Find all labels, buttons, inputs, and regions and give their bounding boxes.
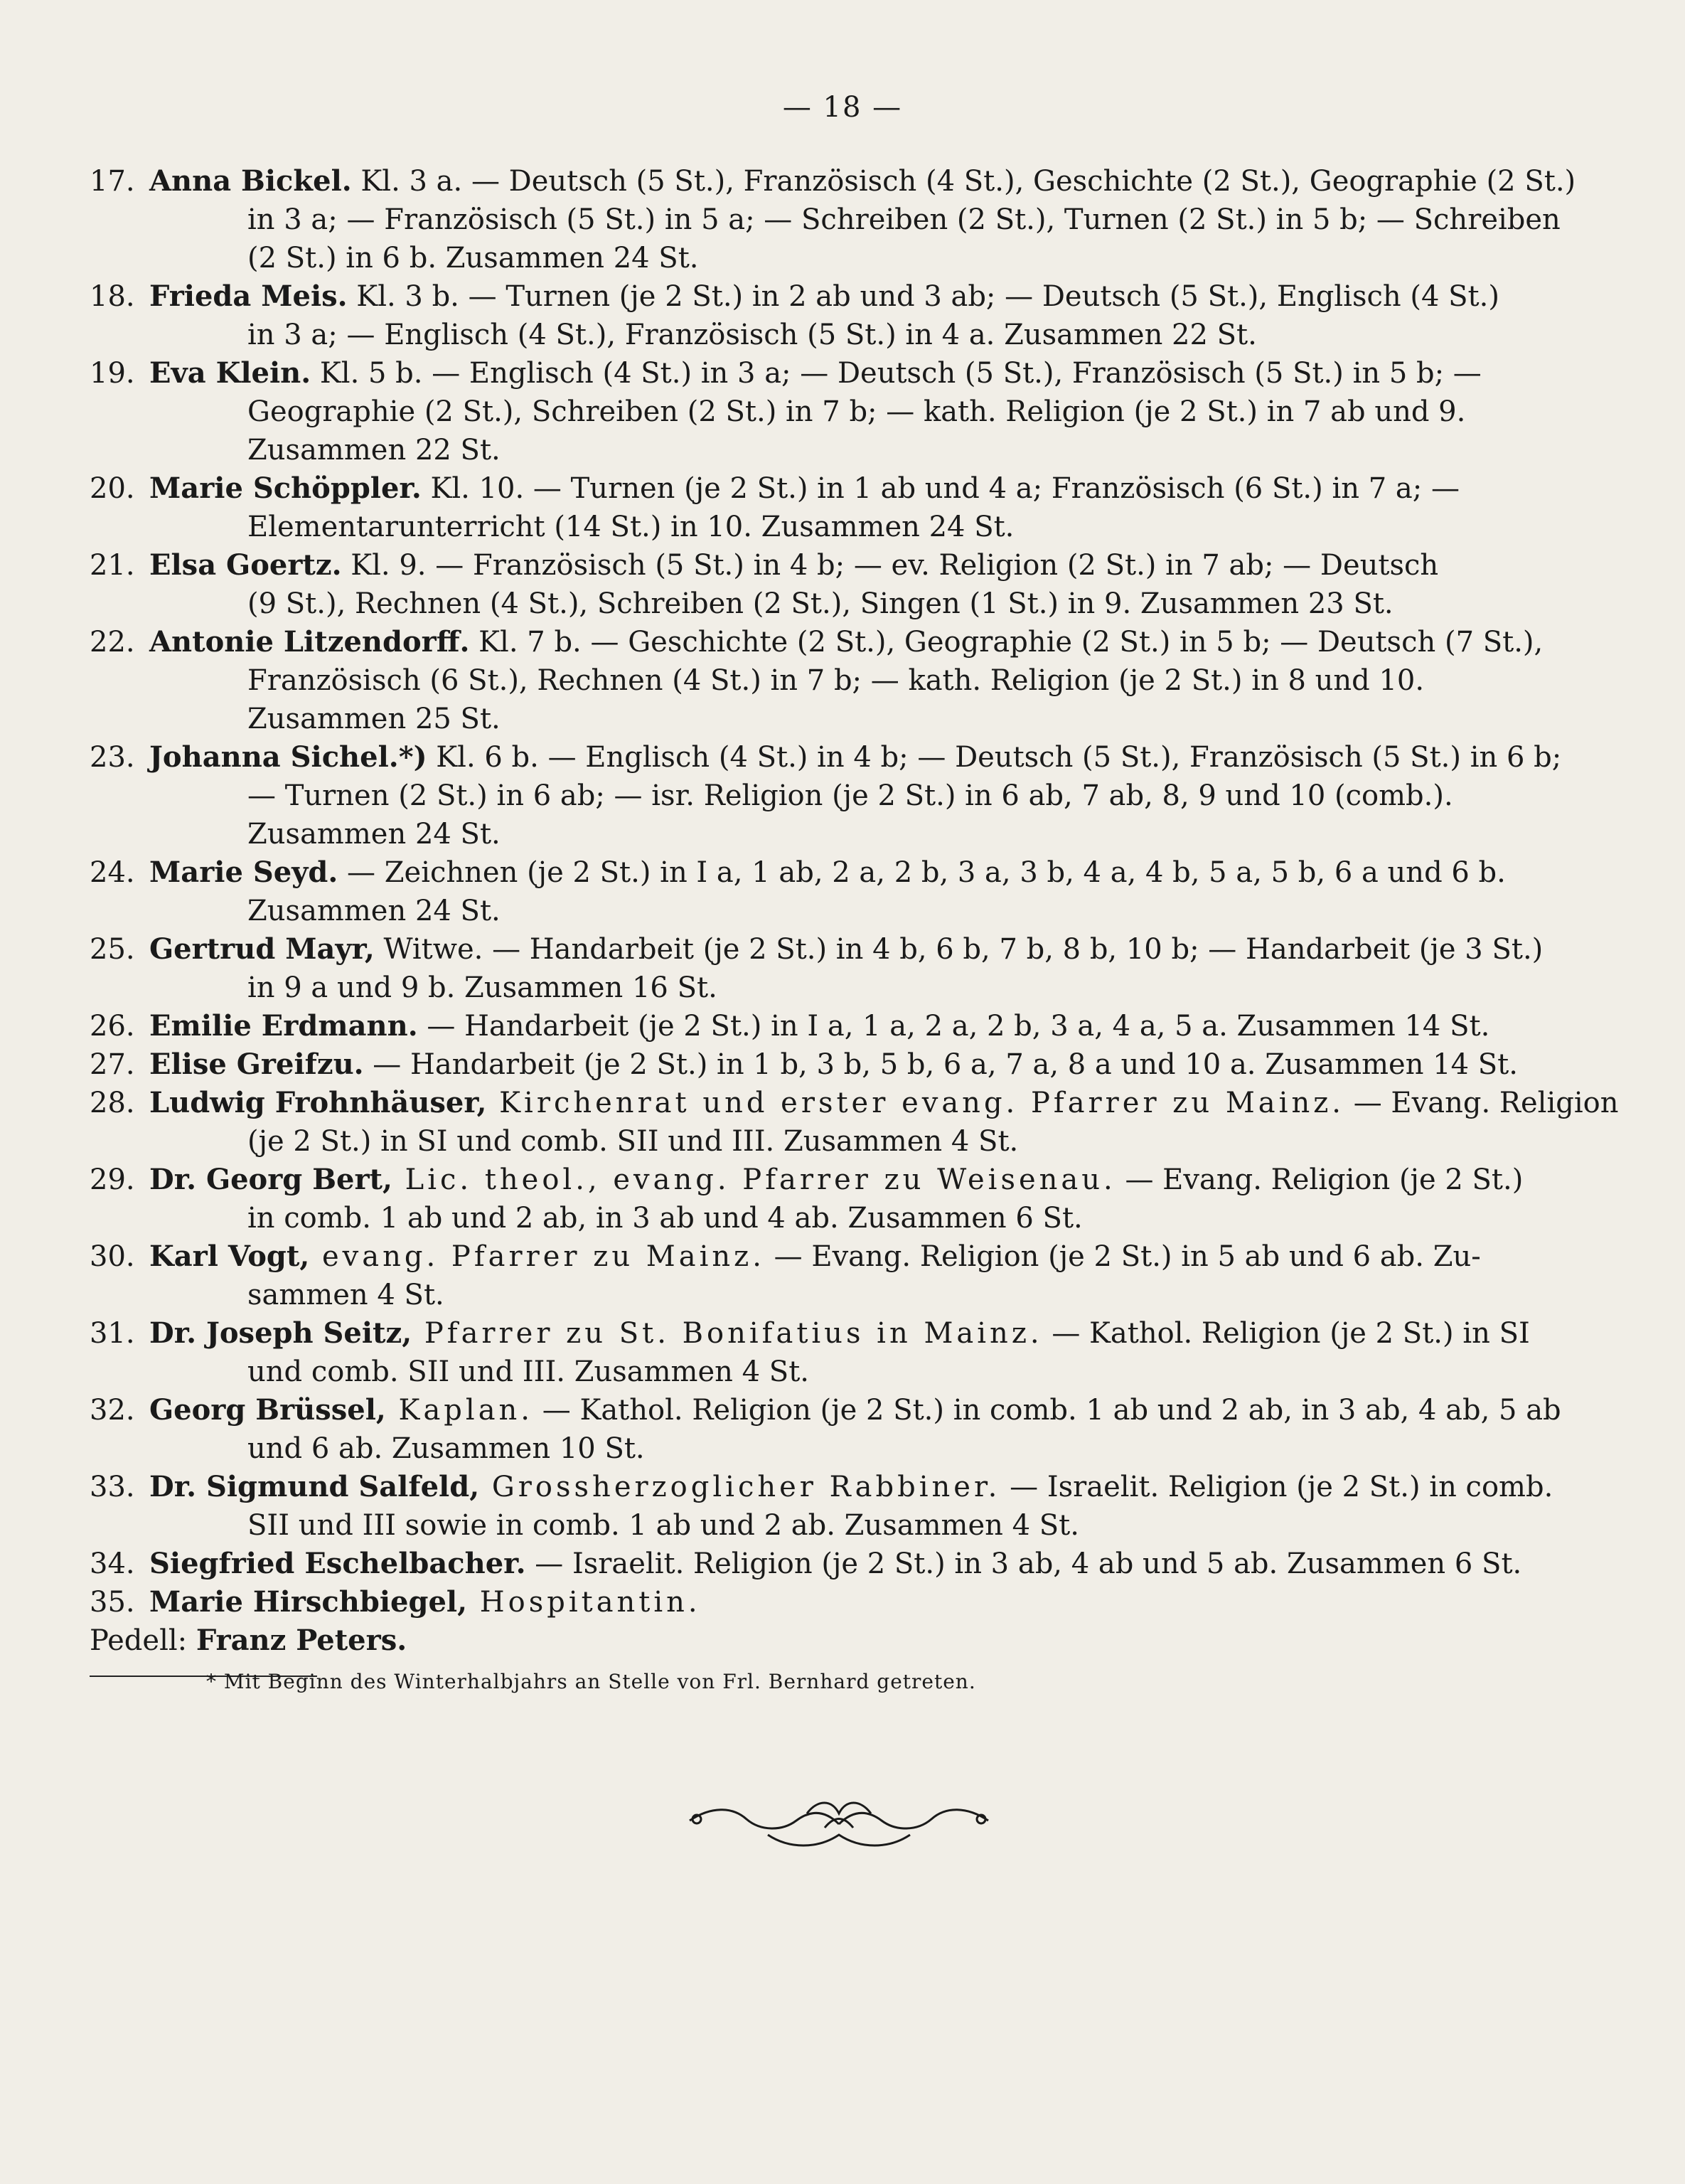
entry-text: — Evang. Religion (je 2 St.) (1116, 1163, 1524, 1196)
pedell-name: Franz Peters. (196, 1624, 407, 1657)
entry-first-line (90, 1237, 1597, 1276)
entry-first-line (90, 277, 1597, 316)
entry-text: — Zeichnen (je 2 St.) in I a, 1 ab, 2 a, 2 b, 3 a, 3 b, 4 a, 4 b, 5 a, 5 b, 6 a und 6 b. (338, 856, 1506, 889)
entry-number: 28. (90, 1087, 135, 1119)
staff-entry (90, 930, 1597, 1007)
entry-continuation-line (90, 393, 1597, 431)
staff-entry (90, 354, 1597, 469)
entry-first-line (90, 930, 1597, 969)
person-name: Marie Seyd. (149, 856, 338, 889)
entry-text: Zusammen 22 St. (247, 434, 501, 467)
flourish-ornament-icon (683, 1792, 995, 1856)
entry-first-line (90, 1161, 1597, 1199)
person-name: Anna Bickel. (149, 164, 352, 198)
entry-text: (2 St.) in 6 b. Zusammen 24 St. (247, 242, 699, 275)
person-title: evang. Pfarrer zu Mainz. (309, 1240, 765, 1273)
entry-text: Kl. 9. — Französisch (5 St.) in 4 b; — ev. Religion (2 St.) in 7 ab; — Deutsch (341, 549, 1439, 582)
entry-text: Elementarunterricht (14 St.) in 10. Zusammen 24 St. (247, 511, 1015, 543)
entry-number: 21. (90, 549, 135, 582)
staff-entry (90, 738, 1597, 853)
entry-continuation-line (90, 1122, 1597, 1161)
entry-first-line (90, 1468, 1597, 1506)
entry-number: 27. (90, 1048, 135, 1081)
entry-text: und comb. SII und III. Zusammen 4 St. (247, 1355, 809, 1388)
person-name: Siegfried Eschelbacher. (149, 1547, 526, 1580)
entry-text: Zusammen 25 St. (247, 703, 501, 735)
entry-text: Kl. 3 a. — Deutsch (5 St.), Französisch (4 St.), Geschichte (2 St.), Geographie (2 St.) (351, 165, 1576, 198)
entry-text: Witwe. — Handarbeit (je 2 St.) in 4 b, 6 b, 7 b, 8 b, 10 b; — Handarbeit (je 3 St.) (374, 933, 1544, 966)
entry-number: 22. (90, 626, 135, 659)
entry-continuation-line (90, 585, 1597, 623)
entry-first-line (90, 354, 1597, 393)
person-name: Antonie Litzendorff. (149, 625, 470, 659)
entry-first-line (90, 1545, 1597, 1583)
entry-continuation-line (90, 777, 1597, 815)
entry-text: — Evang. Religion (1344, 1087, 1619, 1119)
entry-text: — Israelit. Religion (je 2 St.) in 3 ab, 4 ab und 5 ab. Zusammen 6 St. (525, 1548, 1522, 1580)
entry-number: 35. (90, 1586, 135, 1619)
entry-text: in 9 a und 9 b. Zusammen 16 St. (247, 971, 717, 1004)
pedell-label: Pedell: (90, 1624, 196, 1657)
person-name: Marie Hirschbiegel, (149, 1585, 468, 1619)
person-name: Dr. Georg Bert, (149, 1163, 392, 1196)
entry-text: Kl. 7 b. — Geschichte (2 St.), Geographie (2 St.) in 5 b; — Deutsch (7 St.), (469, 626, 1544, 659)
staff-entry (90, 1314, 1597, 1391)
person-name: Johanna Sichel.*) (149, 740, 427, 774)
person-name: Georg Brüssel, (149, 1393, 386, 1427)
entry-text: und 6 ab. Zusammen 10 St. (247, 1432, 645, 1465)
person-title: Lic. theol., evang. Pfarrer zu Weisenau. (392, 1163, 1116, 1196)
entry-continuation-line (90, 969, 1597, 1007)
entry-number: 18. (90, 280, 135, 313)
entry-first-line (90, 1007, 1597, 1045)
entry-number: 26. (90, 1010, 135, 1043)
entry-text: Zusammen 24 St. (247, 818, 501, 851)
person-title: Kaplan. (385, 1394, 534, 1427)
entry-continuation-line (90, 892, 1597, 930)
entry-text: SII und III sowie in comb. 1 ab und 2 ab. Zusammen 4 St. (247, 1509, 1079, 1542)
entry-number: 34. (90, 1548, 135, 1580)
entry-text: — Evang. Religion (je 2 St.) in 5 ab und 6 ab. Zu- (764, 1240, 1481, 1273)
page-number: — 18 — (782, 91, 903, 124)
entry-first-line (90, 623, 1597, 661)
person-name: Gertrud Mayr, (149, 932, 375, 966)
staff-entry (90, 277, 1597, 354)
staff-entry (90, 469, 1597, 546)
staff-entry (90, 1468, 1597, 1545)
entry-continuation-line (90, 239, 1597, 277)
staff-entry (90, 1084, 1619, 1161)
entry-text: — Kathol. Religion (je 2 St.) in comb. 1 ab und 2 ab, in 3 ab, 4 ab, 5 ab (533, 1394, 1561, 1427)
person-name: Dr. Sigmund Salfeld, (149, 1470, 480, 1503)
entry-text: (je 2 St.) in SI und comb. SII und III. Zusammen 4 St. (247, 1125, 1019, 1158)
entry-number: 24. (90, 856, 135, 889)
entry-text: in comb. 1 ab und 2 ab, in 3 ab und 4 ab. Zusammen 6 St. (247, 1202, 1083, 1235)
entry-first-line (90, 1045, 1597, 1084)
person-name: Karl Vogt, (149, 1240, 310, 1273)
entry-number: 31. (90, 1317, 135, 1350)
entry-number: 17. (90, 165, 135, 198)
entry-text: sammen 4 St. (247, 1279, 444, 1311)
entry-continuation-line (90, 1199, 1597, 1237)
entry-continuation-line (90, 815, 1597, 853)
person-name: Ludwig Frohnhäuser, (149, 1086, 487, 1119)
entry-text: in 3 a; — Französisch (5 St.) in 5 a; — Schreiben (2 St.), Turnen (2 St.) in 5 b; — Schreiben (247, 203, 1561, 236)
entry-text: Kl. 6 b. — Englisch (4 St.) in 4 b; — Deutsch (5 St.), Französisch (5 St.) in 6 b; (427, 741, 1562, 774)
entry-first-line (90, 469, 1597, 508)
entry-text: — Turnen (2 St.) in 6 ab; — isr. Religion (je 2 St.) in 6 ab, 7 ab, 8, 9 und 10 (comb.). (247, 779, 1453, 812)
entry-text: Kl. 3 b. — Turnen (je 2 St.) in 2 ab und 3 ab; — Deutsch (5 St.), Englisch (4 St.) (347, 280, 1499, 313)
person-name: Frieda Meis. (149, 279, 348, 313)
staff-entry (90, 1583, 1597, 1621)
entry-continuation-line (90, 1506, 1597, 1545)
entry-number: 29. (90, 1163, 135, 1196)
entry-first-line (90, 1084, 1619, 1122)
entry-number: 20. (90, 472, 135, 505)
staff-entry (90, 1391, 1597, 1468)
entry-continuation-line (90, 1276, 1597, 1314)
person-name: Dr. Joseph Seitz, (149, 1316, 412, 1350)
staff-entry (90, 1237, 1597, 1314)
entry-text: Kl. 10. — Turnen (je 2 St.) in 1 ab und 4 a; Französisch (6 St.) in 7 a; — (421, 472, 1460, 505)
entry-number: 19. (90, 357, 135, 390)
entry-number: 25. (90, 933, 135, 966)
entry-text: — Israelit. Religion (je 2 St.) in comb. (1000, 1471, 1553, 1503)
entry-text: Zusammen 24 St. (247, 895, 501, 927)
entry-continuation-line (90, 1429, 1597, 1468)
person-name: Elise Greifzu. (149, 1048, 364, 1081)
entry-text: in 3 a; — Englisch (4 St.), Französisch (5 St.) in 4 a. Zusammen 22 St. (247, 319, 1257, 351)
entry-first-line (90, 853, 1597, 892)
entry-continuation-line (90, 431, 1597, 469)
person-title: Grossherzoglicher Rabbiner. (479, 1471, 1001, 1503)
entry-text: (9 St.), Rechnen (4 St.), Schreiben (2 St.), Singen (1 St.) in 9. Zusammen 23 St. (247, 587, 1394, 620)
entry-number: 33. (90, 1471, 135, 1503)
entry-continuation-line (90, 508, 1597, 546)
entry-number: 30. (90, 1240, 135, 1273)
staff-entry (90, 1007, 1597, 1045)
staff-entry (90, 546, 1597, 623)
staff-entry (90, 1045, 1597, 1084)
entry-text: — Handarbeit (je 2 St.) in 1 b, 3 b, 5 b, 6 a, 7 a, 8 a und 10 a. Zusammen 14 St. (363, 1048, 1518, 1081)
staff-entry (90, 1161, 1597, 1237)
entry-text: — Handarbeit (je 2 St.) in I a, 1 a, 2 a, 2 b, 3 a, 4 a, 5 a. Zusammen 14 St. (417, 1010, 1490, 1043)
staff-entry (90, 623, 1597, 738)
entry-continuation-line (90, 661, 1597, 700)
person-title: Kirchenrat und erster evang. Pfarrer zu Mainz. (486, 1087, 1344, 1119)
pedell-line (90, 1621, 1597, 1660)
entry-first-line (90, 162, 1597, 201)
entry-first-line (90, 1391, 1597, 1429)
entry-continuation-line (90, 201, 1597, 239)
entry-text: Geographie (2 St.), Schreiben (2 St.) in 7 b; — kath. Religion (je 2 St.) in 7 ab und 9. (247, 395, 1466, 428)
entry-first-line (90, 546, 1597, 585)
entry-continuation-line (90, 1353, 1597, 1391)
entry-text: Kl. 5 b. — Englisch (4 St.) in 3 a; — Deutsch (5 St.), Französisch (5 St.) in 5 b; — (311, 357, 1482, 390)
entry-text: Französisch (6 St.), Rechnen (4 St.) in 7 b; — kath. Religion (je 2 St.) in 8 und 10. (247, 664, 1425, 697)
person-title: Pfarrer zu St. Bonifatius in Mainz. (412, 1317, 1043, 1350)
staff-entry (90, 162, 1597, 277)
entry-number: 23. (90, 741, 135, 774)
footnote: * Mit Beginn des Winterhalbjahrs an Stelle von Frl. Bernhard getreten. (206, 1670, 976, 1693)
person-name: Elsa Goertz. (149, 548, 342, 582)
entry-number: 32. (90, 1394, 135, 1427)
entry-first-line (90, 1583, 1597, 1621)
person-title: Hospitantin. (467, 1586, 701, 1619)
staff-entry (90, 1545, 1597, 1583)
staff-list (90, 162, 1619, 1660)
entry-first-line (90, 738, 1597, 777)
staff-entry (90, 853, 1597, 930)
person-name: Marie Schöppler. (149, 472, 422, 505)
entry-first-line (90, 1314, 1597, 1353)
entry-continuation-line (90, 700, 1597, 738)
entry-continuation-line (90, 316, 1597, 354)
person-name: Emilie Erdmann. (149, 1009, 418, 1043)
entry-text: — Kathol. Religion (je 2 St.) in SI (1042, 1317, 1530, 1350)
person-name: Eva Klein. (149, 356, 311, 390)
